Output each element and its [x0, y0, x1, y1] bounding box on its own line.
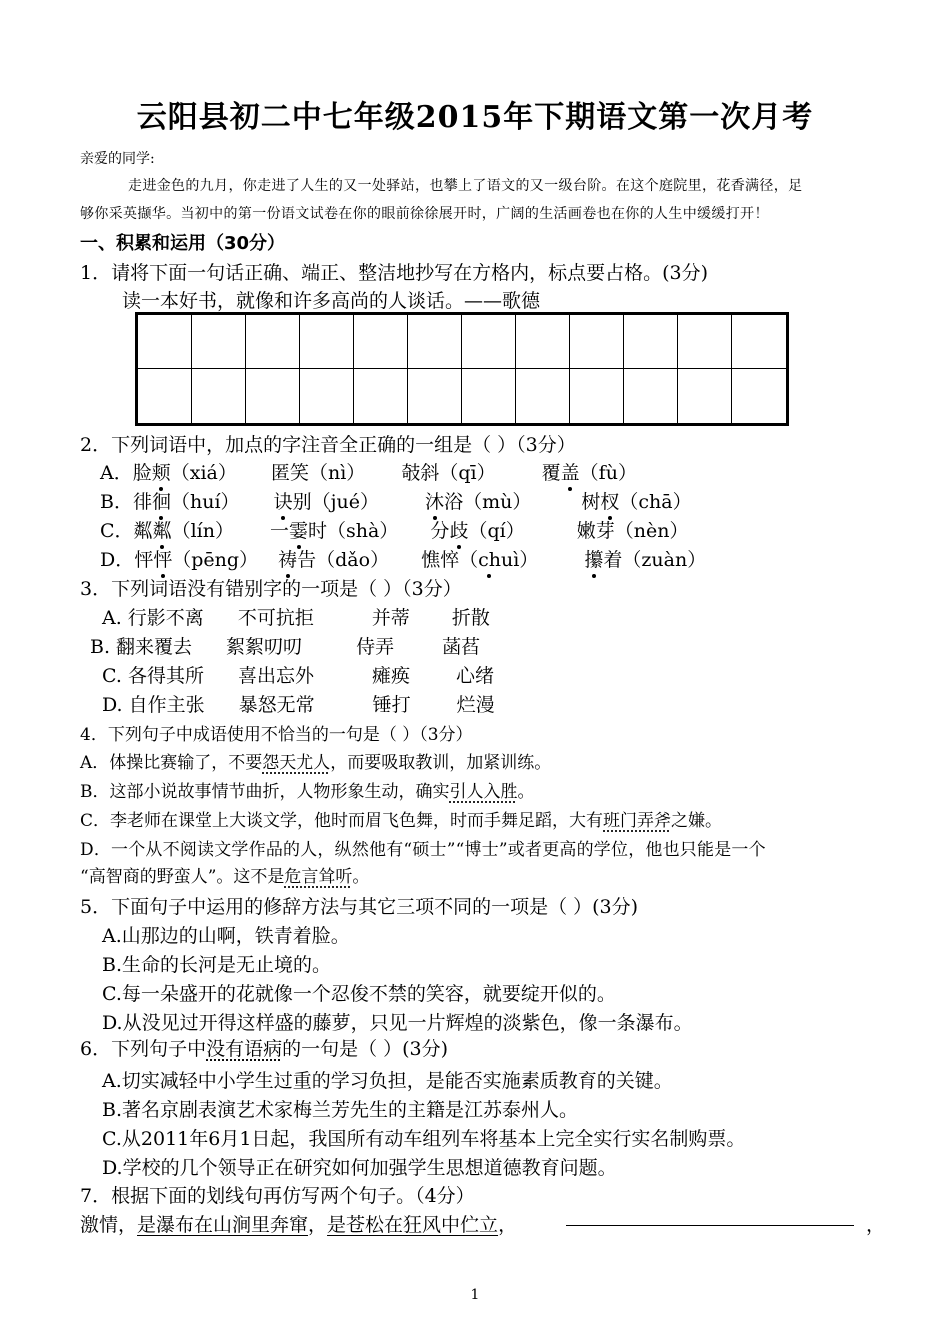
q3-option-a: A. 行影不离 不可抗拒 并蒂 折散 [102, 607, 490, 629]
grid-cell[interactable] [246, 315, 300, 369]
q6-option-c: C.从2011年6月1日起，我国所有动车组列车将基本上完全实行实名制购票。 [102, 1128, 746, 1150]
q2-option-b: B．徘徊（huí） 诀别（jué） 沐浴（mù） 树杈（chā） [100, 487, 692, 514]
grid-cell[interactable] [678, 369, 732, 423]
q7-trailing-comma: ， [866, 1214, 886, 1236]
grid-cell[interactable] [408, 315, 462, 369]
grid-cell[interactable] [300, 315, 354, 369]
grid-cell[interactable] [354, 315, 408, 369]
grid-cell[interactable] [138, 315, 192, 369]
intro-line-1: 走进金色的九月，你走进了人生的又一处驿站，也攀上了语文的又一级台阶。在这个庭院里，花香满径，足 [128, 178, 803, 194]
grid-cell[interactable] [408, 369, 462, 423]
grid-cell[interactable] [516, 315, 570, 369]
grid-cell[interactable] [732, 315, 786, 369]
grid-cell[interactable] [570, 369, 624, 423]
grid-cell[interactable] [624, 315, 678, 369]
page-number: 1 [470, 1287, 480, 1303]
q3-option-b: B. 翻来覆去 絮絮叨叨 侍弄 菡萏 [90, 636, 481, 658]
grid-cell[interactable] [354, 369, 408, 423]
q2-option-c: C．粼粼（lín） 一霎时（shà） 分歧（qí） 嫩芽（nèn） [100, 516, 689, 543]
writing-grid[interactable] [135, 312, 789, 426]
grid-cell[interactable] [462, 315, 516, 369]
greeting: 亲爱的同学: [80, 151, 155, 167]
q2-stem: 2．下列词语中，加点的字注音全正确的一组是（ ）（3分） [80, 434, 576, 456]
section-heading: 一、积累和运用（30分） [80, 233, 286, 254]
q6-option-d: D.学校的几个领导正在研究如何加强学生思想道德教育问题。 [102, 1157, 617, 1179]
q6-stem: 6．下列句子中没有语病的一句是（ ）(3分) [80, 1038, 449, 1060]
q4-option-b: B．这部小说故事情节曲折，人物形象生动，确实引人入胜。 [80, 782, 535, 802]
grid-cell[interactable] [732, 369, 786, 423]
q6-option-b: B.著名京剧表演艺术家梅兰芳先生的主籍是江苏泰州人。 [102, 1099, 579, 1121]
q4-option-d-line2: “高智商的野蛮人”。这不是危言耸听。 [80, 867, 370, 887]
q5-stem: 5．下面句子中运用的修辞方法与其它三项不同的一项是（ ）(3分) [80, 896, 639, 918]
q2-option-d: D．怦怦（pēng） 祷告（dǎo） 憔悴（chuì） 攥着（zuàn） [100, 545, 706, 572]
q3-stem: 3．下列词语没有错别字的一项是（ ）（3分） [80, 578, 462, 600]
grid-cell[interactable] [246, 369, 300, 423]
q5-option-c: C.每一朵盛开的花就像一个忍俊不禁的笑容，就要绽开似的。 [102, 983, 616, 1005]
grid-cell[interactable] [192, 315, 246, 369]
grid-cell[interactable] [678, 315, 732, 369]
q3-option-d: D. 自作主张 暴怒无常 锤打 烂漫 [102, 694, 495, 716]
q4-option-c: C．李老师在课堂上大谈文学，他时而眉飞色舞，时而手舞足蹈，大有班门弄斧之嫌。 [80, 811, 723, 831]
intro-line-2: 够你采英撷华。当初中的第一份语文试卷在你的眼前徐徐展开时，广阔的生活画卷也在你的人生中缓缓打开！ [80, 206, 769, 222]
q5-option-a: A.山那边的山啊，铁青着脸。 [102, 925, 350, 947]
grid-cell[interactable] [624, 369, 678, 423]
q5-option-b: B.生命的长河是无止境的。 [102, 954, 332, 976]
page-title: 云阳县初二中七年级2015年下期语文第一次月考 [136, 100, 814, 135]
q7-answer-blank[interactable] [566, 1225, 854, 1226]
q7-example: 激情，是瀑布在山涧里奔窜，是苍松在狂风中伫立， [80, 1214, 518, 1236]
q7-stem: 7．根据下面的划线句再仿写两个句子。（4分） [80, 1185, 475, 1207]
q1-sentence: 读一本好书，就像和许多高尚的人谈话。——歌德 [122, 290, 541, 312]
grid-cell[interactable] [300, 369, 354, 423]
q4-option-a: A．体操比赛输了，不要怨天尤人，而要吸取教训，加紧训练。 [80, 753, 552, 773]
q6-option-a: A.切实减轻中小学生过重的学习负担，是能否实施素质教育的关键。 [102, 1070, 673, 1092]
grid-cell[interactable] [516, 369, 570, 423]
q4-option-d-line1: D．一个从不阅读文学作品的人，纵然他有“硕士”“博士”或者更高的学位，他也只能是一个 [80, 840, 766, 860]
q4-stem: 4．下列句子中成语使用不恰当的一句是（ ）（3分） [80, 725, 473, 745]
grid-cell[interactable] [138, 369, 192, 423]
q1-stem: 1．请将下面一句话正确、端正、整洁地抄写在方格内，标点要占格。(3分) [80, 262, 709, 284]
grid-cell[interactable] [462, 369, 516, 423]
q3-option-c: C. 各得其所 喜出忘外 瘫痪 心绪 [102, 665, 494, 687]
grid-cell[interactable] [570, 315, 624, 369]
q2-option-a: A．脸颊（xiá） 匿笑（nì） 攲斜（qī） 覆盖（fù） [100, 458, 637, 485]
q5-option-d: D.从没见过开得这样盛的藤萝，只见一片辉煌的淡紫色，像一条瀑布。 [102, 1012, 693, 1034]
grid-cell[interactable] [192, 369, 246, 423]
